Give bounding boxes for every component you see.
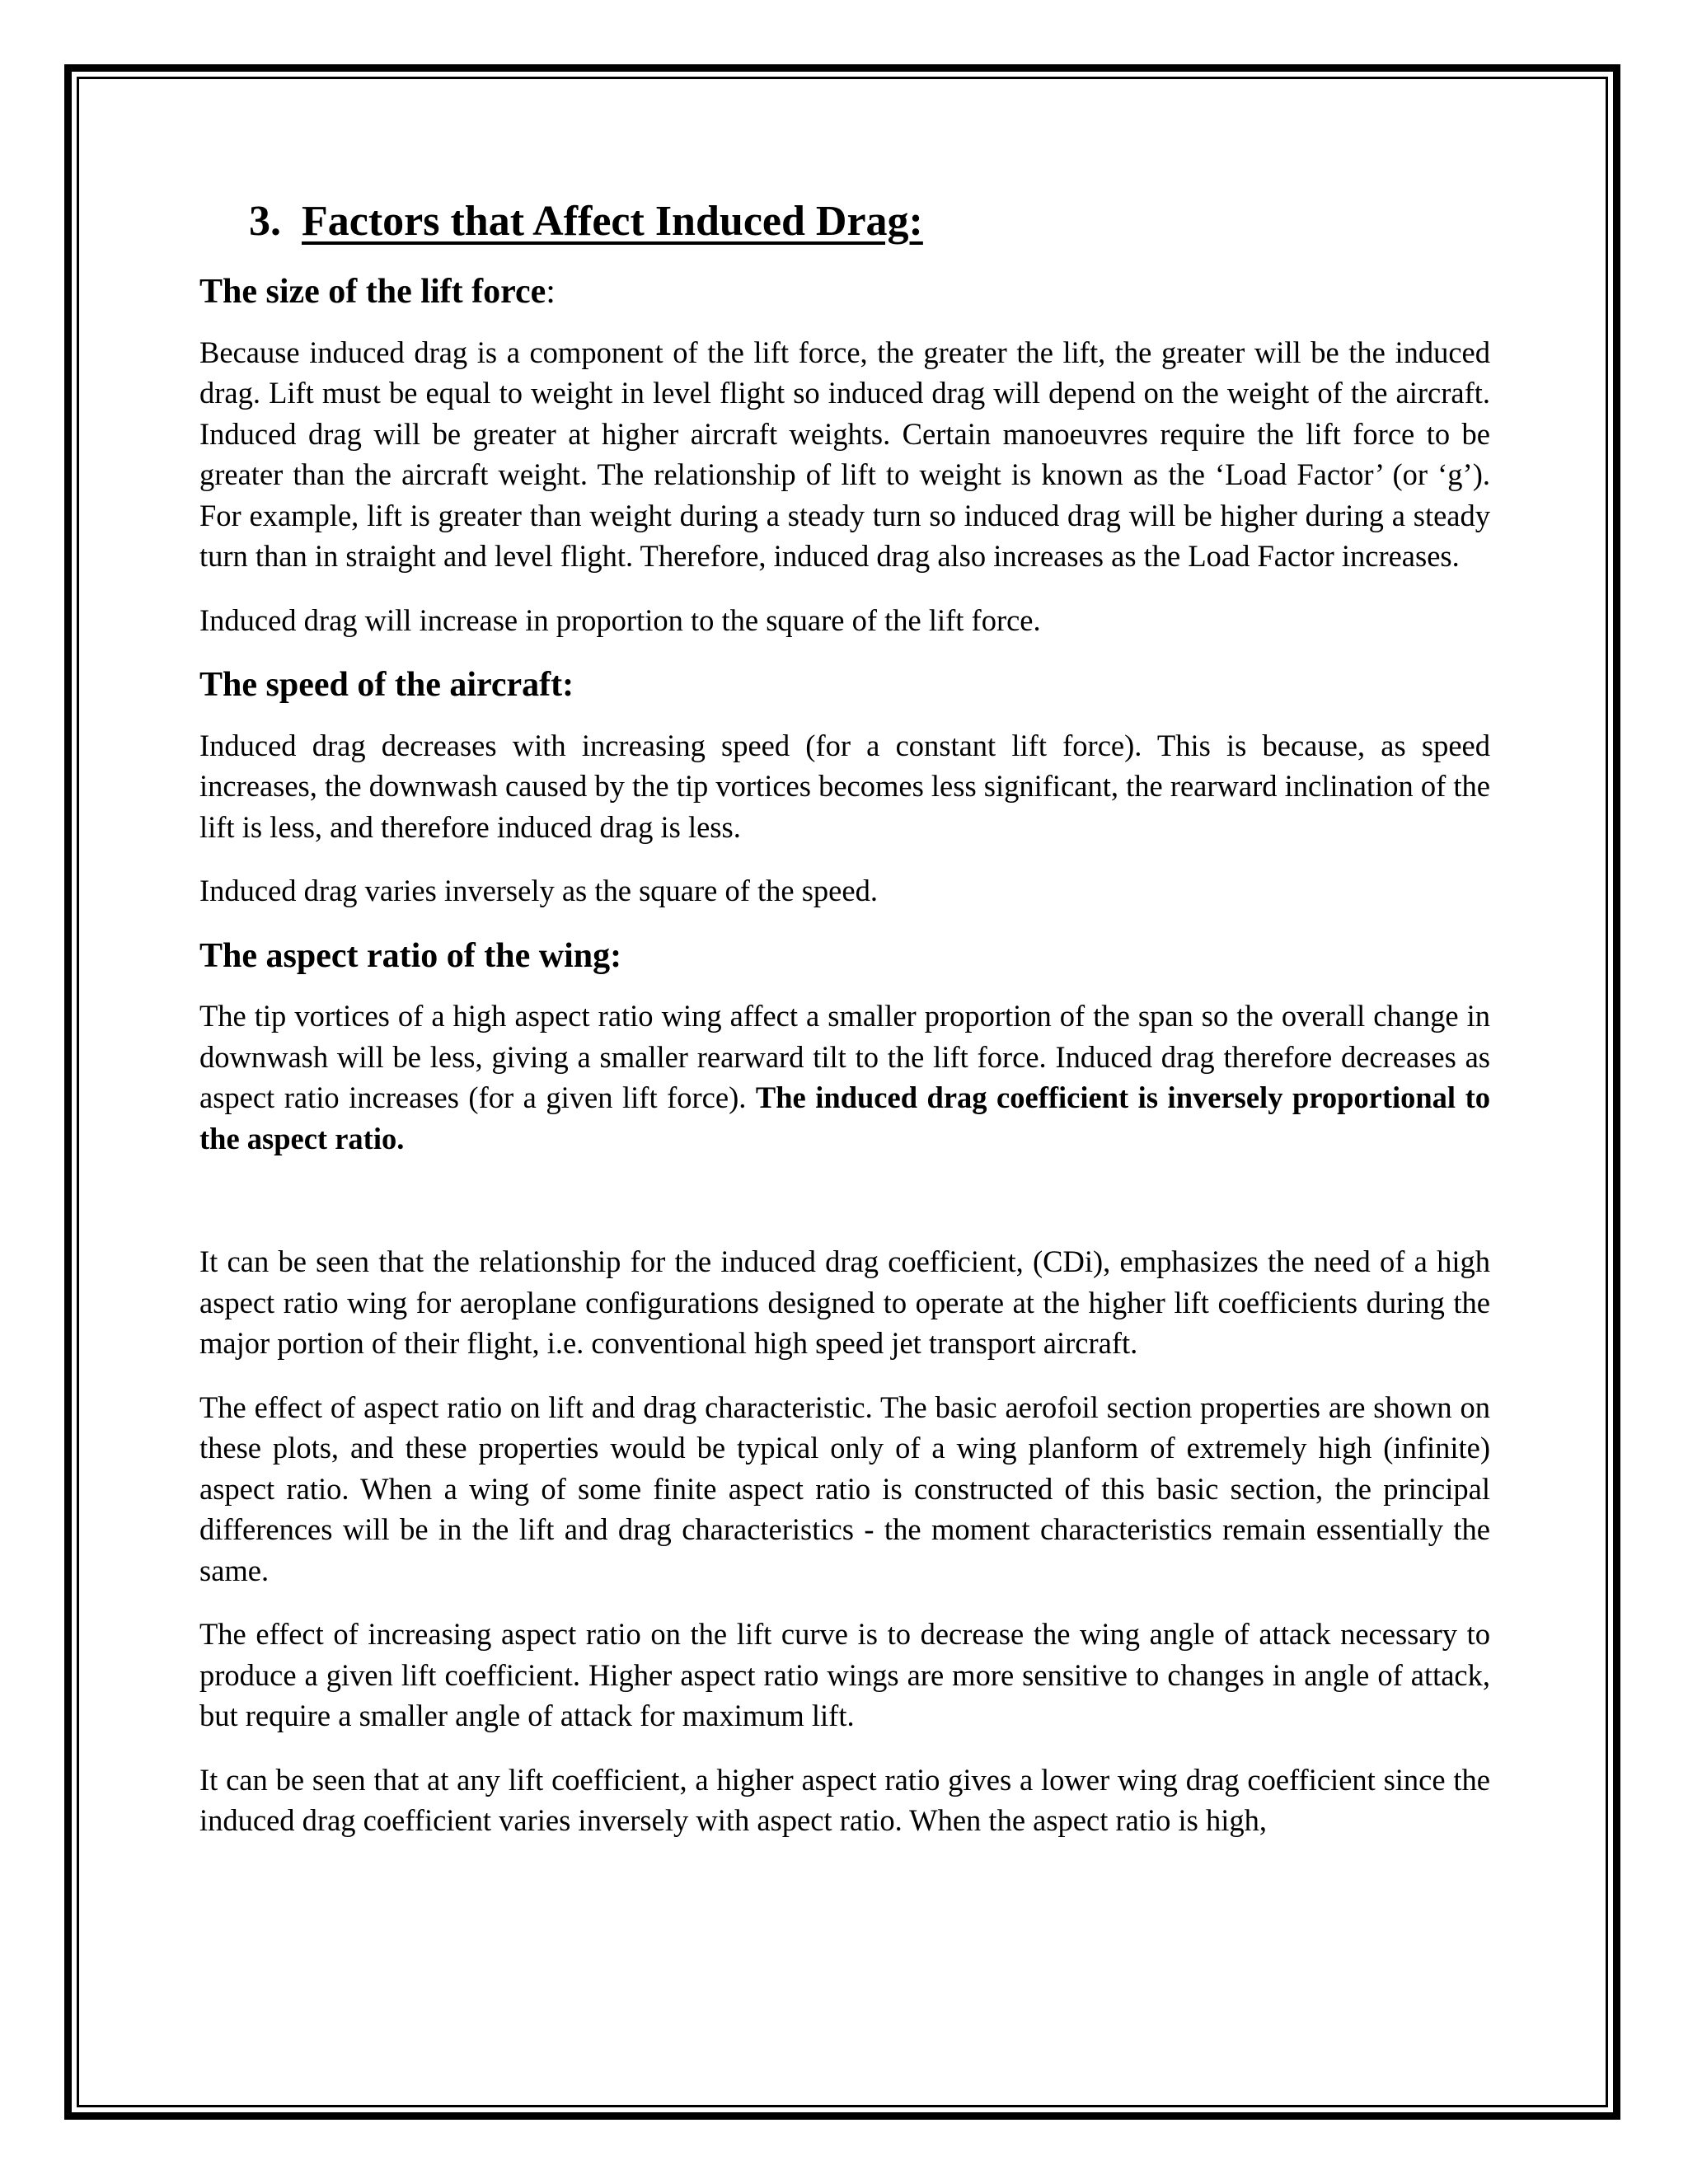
paragraph-lift-force-2: Induced drag will increase in proportion to the square of the lift force. [199, 602, 1041, 637]
paragraph-speed-1: Induced drag decreases with increasing speed (for a constant lift force). This is because, as speed increases, the downwash caused by the tip vortices becomes less significant, the rearward inclination of the lift is less, and therefore induced drag is less. [199, 728, 1490, 844]
section-number: 3. [249, 198, 281, 245]
paragraph-speed-2: Induced drag varies inversely as the square of the speed. [199, 874, 878, 908]
paragraph-drag-coefficient: It can be seen that at any lift coefficient, a higher aspect ratio gives a lower wing drag coefficient since the induced drag coefficient varies inversely with aspect ratio. When the aspect ratio is high, [199, 1762, 1490, 1838]
section-title: Factors that Affect Induced Drag: [302, 198, 923, 245]
paragraph-effect-lift-drag: The effect of aspect ratio on lift and drag characteristic. The basic aerofoil section properties are shown on these plots, and these properties would be typical only of a wing planform of extremely high (infinite) aspect ratio. When a wing of some finite aspect ratio is constructed of this basic section, the principal differences will be in the lift and drag characteristics - the moment characteristics remain essentially the same. [199, 1390, 1490, 1587]
subheading-lift-force-text: The size of the lift force [199, 273, 546, 312]
paragraph-lift-force-1: Because induced drag is a component of the lift force, the greater the lift, the greater will be the induced drag. Lift must be equal to weight in level flight so induced drag will depend on the weight of the aircraft. Induced drag will be greater at higher aircraft weights. Certain manoeuvres require the lift force to be greater than the aircraft weight. The relationship of lift to weight is known as the ‘Load Factor’ (or ‘g’). For example, lift is greater than weight during a steady turn so induced drag will be higher during a steady turn than in straight and level flight. Therefore, induced drag also increases as the Load Factor increases. [199, 335, 1490, 574]
document-content [199, 196, 1490, 1864]
subheading-aircraft-speed: The speed of the aircraft: [199, 666, 574, 705]
paragraph-cdi: It can be seen that the relationship for the induced drag coefficient, (CDi), emphasizes the need of a high aspect ratio wing for aeroplane configurations designed to operate at the higher lift coefficients during the major portion of their flight, i.e. conventional high speed jet transport aircraft. [199, 1244, 1490, 1361]
paragraph-lift-curve: The effect of increasing aspect ratio on the lift curve is to decrease the wing angle of attack necessary to produce a given lift coefficient. Higher aspect ratio wings are more sensitive to changes in angle of attack, but require a smaller angle of attack for maximum lift. [199, 1617, 1490, 1733]
subheading-lift-force [199, 270, 1490, 314]
section-heading [249, 196, 1490, 247]
subheading-lift-force-colon: : [546, 273, 556, 312]
subheading-aspect-ratio: The aspect ratio of the wing: [199, 936, 622, 975]
paragraph-aspect-ratio [199, 996, 1490, 1159]
paragraph-aspect-ratio-bold: The induced drag coefficient is inversely proportional to the aspect ratio. [199, 1080, 1490, 1155]
paragraph-aspect-ratio-text: The tip vortices of a high aspect ratio wing affect a smaller proportion of the span so the overall change in downwash will be less, giving a smaller rearward tilt to the lift force. Induced drag therefore decreases as aspect ratio increases (for a given lift force). [199, 999, 1490, 1115]
